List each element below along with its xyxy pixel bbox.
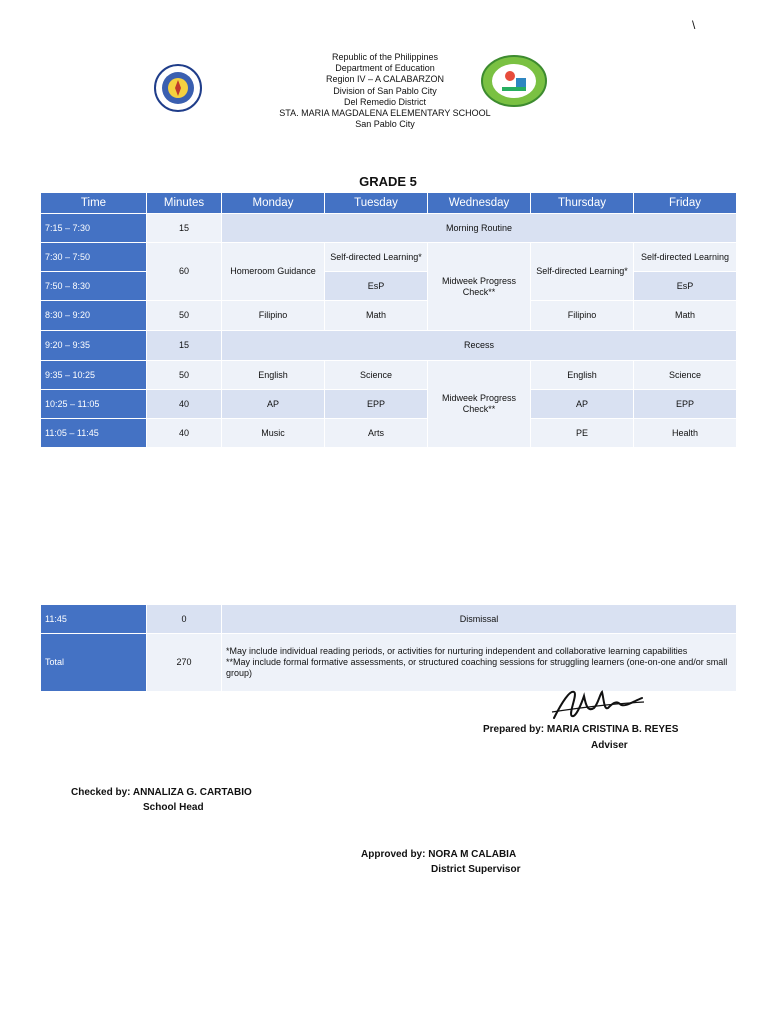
column-header: Friday [634,193,737,214]
time-cell: 7:30 – 7:50 [41,243,147,272]
minutes-cell: 50 [147,301,222,331]
subject-cell: English [531,361,634,390]
time-cell: 8:30 – 9:20 [41,301,147,331]
subject-cell: Science [634,361,737,390]
approved-by: Approved by: NORA M CALABIA [361,849,517,860]
table-row [41,331,737,361]
table-row [41,390,737,419]
minutes-cell: 15 [147,331,222,361]
minutes-cell: 0 [147,605,222,634]
column-header: Wednesday [428,193,531,214]
subject-cell: Self-directed Learning [634,243,737,272]
recess-cell: Recess [222,331,737,361]
letterhead-line: Division of San Pablo City [333,85,437,96]
subject-cell: EsP [634,272,737,301]
dismissal-row [41,605,737,634]
footnote: **May include formal formative assessments, or structured coaching sessions for struggling learners (one-on-one and/or small group) [226,657,728,678]
homeroom-cell: Homeroom Guidance [222,243,325,301]
notes-cell [222,634,737,692]
signature-icon [548,682,648,726]
table-row [41,361,737,390]
schedule-table [40,192,737,448]
subject-cell: EPP [634,390,737,419]
time-cell: 7:15 – 7:30 [41,214,147,243]
checked-role: School Head [143,802,204,813]
subject-cell: Music [222,419,325,448]
subject-cell: Self-directed Learning* [325,243,428,272]
subject-cell: Health [634,419,737,448]
time-cell: 9:35 – 10:25 [41,361,147,390]
minutes-cell: 50 [147,361,222,390]
column-header: Monday [222,193,325,214]
subject-cell: Science [325,361,428,390]
table-row [41,214,737,243]
subject-cell: Arts [325,419,428,448]
letterhead-line: San Pablo City [355,119,415,130]
deped-seal-icon [150,64,206,112]
letterhead-line: Republic of the Philippines [331,52,439,62]
total-minutes: 270 [147,634,222,692]
prepared-role: Adviser [591,740,628,751]
summary-table [40,604,737,692]
midweek-check-cell: Midweek Progress Check** [428,243,531,331]
table-row [41,419,737,448]
letterhead-line: STA. MARIA MAGDALENA ELEMENTARY SCHOOL [279,108,491,119]
subject-cell: PE [531,419,634,448]
school-seal-icon [480,54,548,108]
footnote: *May include individual reading periods, or activities for nurturing independent and collaborative learning capabilities [226,646,688,656]
subject-cell: AP [531,390,634,419]
table-row [41,243,737,272]
time-cell: 11:45 [41,605,147,634]
table-header-row [41,193,737,214]
prepared-by: Prepared by: MARIA CRISTINA B. REYES [483,724,679,735]
column-header: Time [41,193,147,214]
minutes-cell: 40 [147,390,222,419]
midweek-check-cell: Midweek Progress Check** [428,361,531,448]
time-cell: 10:25 – 11:05 [41,390,147,419]
minutes-cell: 40 [147,419,222,448]
corner-mark: \ [692,18,696,32]
column-header: Minutes [147,193,222,214]
grade-title: GRADE 5 [359,174,417,189]
letterhead-line: Region IV – A CALABARZON [325,74,445,85]
subject-cell: Math [325,301,428,331]
subject-cell: EPP [325,390,428,419]
checked-by: Checked by: ANNALIZA G. CARTABIO [71,787,252,798]
time-cell: 9:20 – 9:35 [41,331,147,361]
subject-cell: Filipino [222,301,325,331]
dismissal-cell: Dismissal [222,605,737,634]
time-cell: 7:50 – 8:30 [41,272,147,301]
subject-cell: EsP [325,272,428,301]
letterhead-line: Del Remedio District [343,96,427,107]
column-header: Tuesday [325,193,428,214]
subject-cell: AP [222,390,325,419]
approved-role: District Supervisor [431,864,521,875]
letterhead-line: Department of Education [335,63,435,74]
minutes-cell: 60 [147,243,222,301]
subject-cell: Math [634,301,737,331]
subject-cell: English [222,361,325,390]
time-cell: 11:05 – 11:45 [41,419,147,448]
subject-cell: Filipino [531,301,634,331]
morning-routine-cell: Morning Routine [222,214,737,243]
total-label: Total [41,634,147,692]
table-row [41,301,737,331]
subject-cell: Self-directed Learning* [531,243,634,301]
minutes-cell: 15 [147,214,222,243]
column-header: Thursday [531,193,634,214]
